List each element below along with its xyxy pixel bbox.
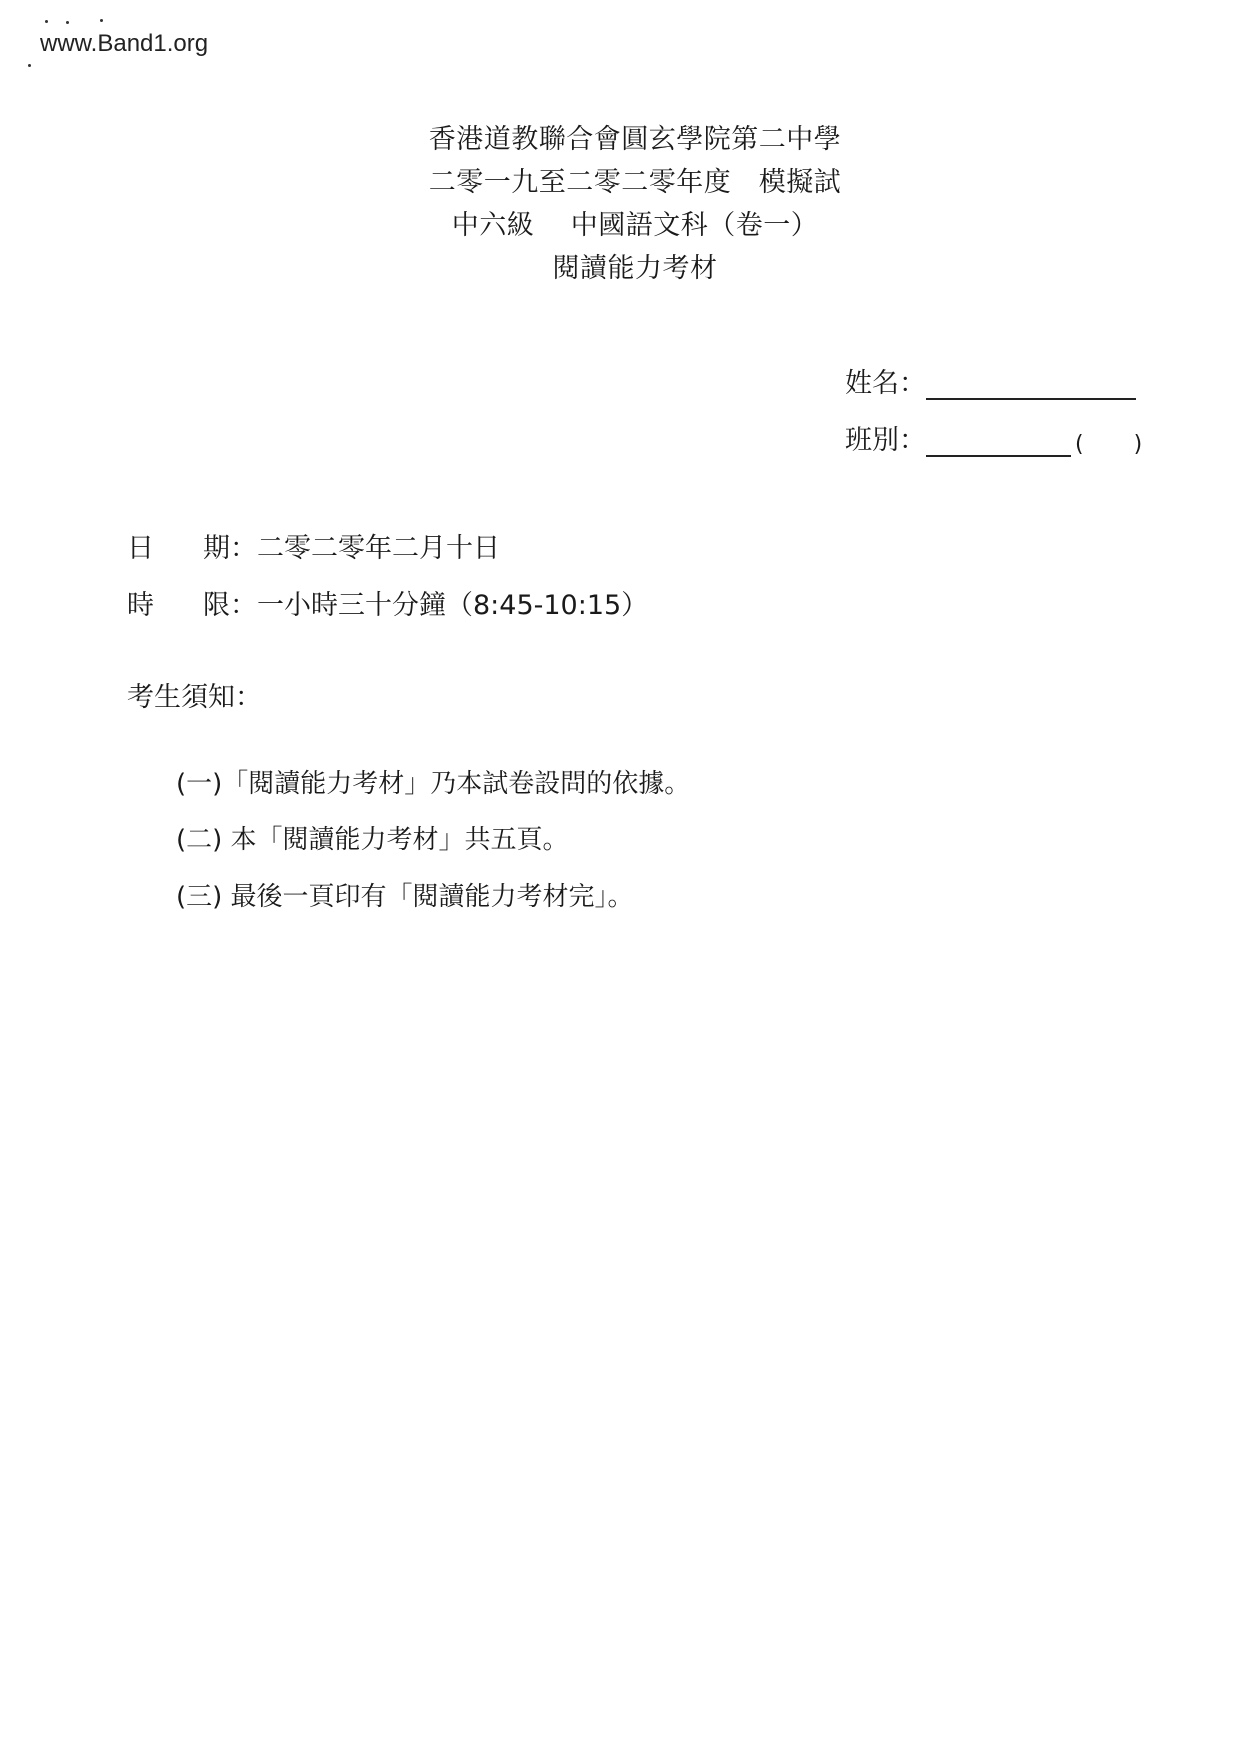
notice-item: (三) 最後一頁印有「閱讀能力考材完」。	[176, 882, 634, 912]
time-value: 一小時三十分鐘（8:45-10:15）	[257, 590, 649, 621]
exam-header	[0, 118, 1240, 290]
class-input-line[interactable]	[926, 431, 1071, 457]
time-label-char: 時	[127, 590, 154, 621]
class-number-paren-close: )	[1133, 432, 1143, 457]
school-name: 香港道教聯合會圓玄學院第二中學	[428, 124, 842, 155]
notice-title: 考生須知：	[127, 682, 262, 713]
scan-speck	[66, 21, 69, 24]
scan-speck	[100, 19, 103, 22]
notice-item: (二) 本「閱讀能力考材」共五頁。	[176, 825, 569, 855]
name-field	[845, 361, 1136, 400]
watermark-url: www.Band1.org	[40, 30, 209, 57]
date-label-char: 日	[127, 533, 154, 564]
class-label: 班別：	[845, 425, 926, 456]
notice-item: (一)「閱讀能力考材」乃本試卷設問的依據。	[176, 769, 691, 799]
exam-year-title: 二零一九至二零二零年度 模擬試	[428, 167, 842, 198]
date-label: 期：	[203, 533, 257, 564]
time-row	[127, 583, 648, 622]
paper-title: 閱讀能力考材	[552, 253, 718, 284]
date-row	[127, 526, 500, 565]
class-field	[845, 418, 1142, 457]
subject-title: 中六級 中國語文科（卷一）	[451, 210, 819, 241]
name-label: 姓名：	[845, 368, 926, 399]
date-value: 二零二零年二月十日	[257, 533, 500, 564]
scan-speck	[28, 64, 31, 67]
name-input-line[interactable]	[926, 374, 1136, 400]
time-label: 限：	[203, 590, 257, 621]
scan-speck	[45, 20, 48, 23]
class-number-paren-open: (	[1075, 432, 1084, 457]
